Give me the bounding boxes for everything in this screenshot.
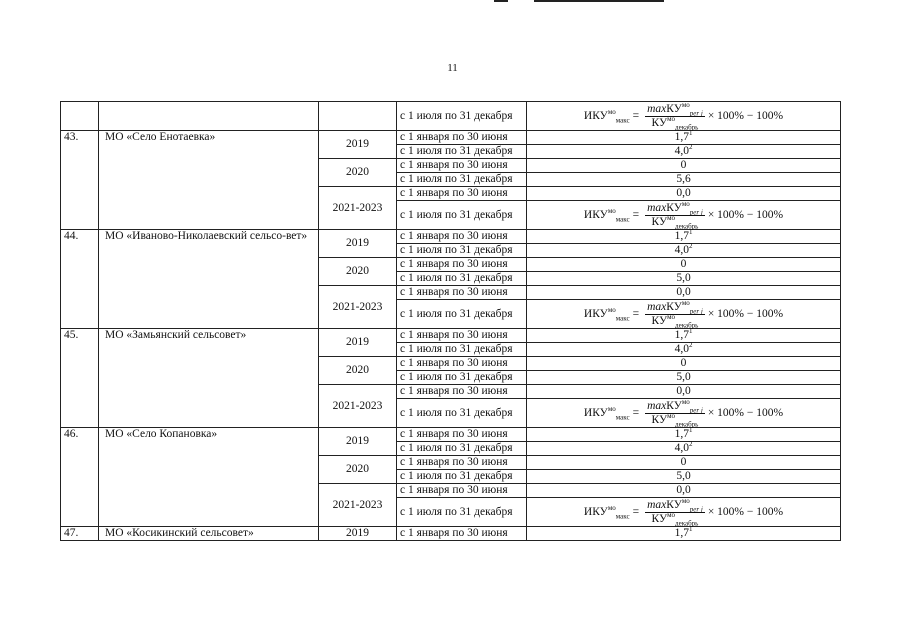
- formula-tail: × 100% − 100%: [707, 505, 784, 518]
- year-cell: 2020: [319, 159, 397, 187]
- formula-lhs: $ИКУ^{мо}_{макс}$: [583, 404, 630, 421]
- footnote-mark: 1: [688, 426, 693, 435]
- ikumax-formula: [583, 101, 784, 132]
- value-text: 5,0: [676, 371, 691, 383]
- value-cell: [527, 272, 841, 286]
- period-cell: с 1 июля по 31 декабря: [397, 173, 527, 187]
- formula-lhs: $ИКУ^{мо}_{макс}$: [583, 503, 630, 520]
- period-cell: с 1 января по 30 июня: [397, 385, 527, 399]
- value-cell: [527, 527, 841, 541]
- table-row: [61, 230, 841, 244]
- ikumax-formula: [583, 200, 784, 231]
- municipality-name: МО «Замьянский сельсовет»: [99, 329, 319, 428]
- formula-numerator: maxКУ$^{мо}_{per j}$: [647, 398, 703, 415]
- formula-equals: =: [632, 406, 640, 419]
- value-cell: [527, 371, 841, 385]
- formula-equals: =: [632, 208, 640, 221]
- formula-denominator: $КУ^{мо}_{декабрь}$: [651, 412, 699, 429]
- value-cell: [527, 484, 841, 498]
- formula-tail: × 100% − 100%: [707, 307, 784, 320]
- value-text: 1,7: [674, 527, 689, 539]
- formula-numerator: maxКУ$^{мо}_{per j}$: [647, 497, 703, 514]
- value-text: 0: [680, 258, 687, 270]
- year-cell: 2019: [319, 131, 397, 159]
- footnote-mark: 1: [688, 327, 693, 336]
- period-cell: с 1 января по 30 июня: [397, 258, 527, 272]
- value-cell: [527, 357, 841, 371]
- period-cell: с 1 июля по 31 декабря: [397, 272, 527, 286]
- value-cell: [527, 145, 841, 159]
- table-row: [61, 131, 841, 145]
- ikumax-formula: [583, 497, 784, 528]
- value-text: 4,0: [674, 244, 689, 256]
- formula-equals: =: [632, 109, 640, 122]
- formula-cell: [527, 498, 841, 527]
- value-cell: [527, 456, 841, 470]
- period-cell: с 1 января по 30 июня: [397, 428, 527, 442]
- year-cell: 2019: [319, 329, 397, 357]
- value-text: 0,0: [676, 187, 691, 199]
- formula-tail: × 100% − 100%: [707, 109, 784, 122]
- formula-numerator: maxКУ$^{мо}_{per j}$: [647, 299, 703, 316]
- year-cell: [319, 102, 397, 131]
- period-cell: с 1 января по 30 июня: [397, 286, 527, 300]
- footnote-mark: 1: [688, 228, 693, 237]
- formula-fraction: [645, 200, 705, 231]
- value-text: 4,0: [674, 442, 689, 454]
- value-text: 0: [680, 456, 687, 468]
- year-cell: 2021-2023: [319, 286, 397, 329]
- year-cell: 2020: [319, 258, 397, 286]
- formula-denominator: $КУ^{мо}_{декабрь}$: [651, 313, 699, 330]
- tariff-index-table: [60, 101, 841, 541]
- municipality-name: МО «Иваново-Николаевский сельсо-вет»: [99, 230, 319, 329]
- value-cell: [527, 244, 841, 258]
- formula-cell: [527, 399, 841, 428]
- table-row: [61, 527, 841, 541]
- table-row: [61, 428, 841, 442]
- value-cell: [527, 385, 841, 399]
- formula-lhs: $ИКУ^{мо}_{макс}$: [583, 107, 630, 124]
- value-cell: [527, 173, 841, 187]
- value-text: 0,0: [676, 484, 691, 496]
- value-cell: [527, 286, 841, 300]
- period-cell: с 1 января по 30 июня: [397, 187, 527, 201]
- value-text: 0: [680, 159, 687, 171]
- value-cell: [527, 470, 841, 484]
- footnote-mark: 2: [688, 143, 693, 152]
- formula-fraction: [645, 497, 705, 528]
- year-cell: 2019: [319, 230, 397, 258]
- formula-fraction: [645, 398, 705, 429]
- municipality-name: МО «Косикинский сельсовет»: [99, 527, 319, 541]
- period-cell: с 1 января по 30 июня: [397, 230, 527, 244]
- name-cell: [99, 102, 319, 131]
- formula-equals: =: [632, 505, 640, 518]
- table-row: [61, 102, 841, 131]
- ikumax-formula: [583, 299, 784, 330]
- period-cell: с 1 июля по 31 декабря: [397, 102, 527, 131]
- municipality-name: МО «Село Енотаевка»: [99, 131, 319, 230]
- period-cell: с 1 июля по 31 декабря: [397, 371, 527, 385]
- entry-number: 45.: [61, 329, 99, 428]
- formula-cell: [527, 102, 841, 131]
- period-cell: с 1 июля по 31 декабря: [397, 244, 527, 258]
- period-cell: с 1 июля по 31 декабря: [397, 201, 527, 230]
- formula-cell: [527, 300, 841, 329]
- formula-denominator: $КУ^{мо}_{декабрь}$: [651, 214, 699, 231]
- period-cell: с 1 июля по 31 декабря: [397, 470, 527, 484]
- value-text: 5,6: [676, 173, 691, 185]
- value-cell: [527, 329, 841, 343]
- table-row: [61, 329, 841, 343]
- value-cell: [527, 187, 841, 201]
- period-cell: с 1 января по 30 июня: [397, 131, 527, 145]
- period-cell: с 1 июля по 31 декабря: [397, 145, 527, 159]
- ikumax-formula: [583, 398, 784, 429]
- formula-denominator: $КУ^{мо}_{декабрь}$: [651, 115, 699, 132]
- year-cell: 2020: [319, 456, 397, 484]
- value-text: 1,7: [674, 230, 689, 242]
- period-cell: с 1 января по 30 июня: [397, 357, 527, 371]
- formula-fraction: [645, 101, 705, 132]
- year-cell: 2020: [319, 357, 397, 385]
- footnote-mark: 1: [688, 525, 693, 534]
- period-cell: с 1 января по 30 июня: [397, 159, 527, 173]
- value-cell: [527, 428, 841, 442]
- period-cell: с 1 января по 30 июня: [397, 456, 527, 470]
- value-cell: [527, 343, 841, 357]
- formula-cell: [527, 201, 841, 230]
- top-rule-segment: [494, 0, 508, 2]
- value-text: 5,0: [676, 272, 691, 284]
- value-text: 1,7: [674, 329, 689, 341]
- municipality-name: МО «Село Копановка»: [99, 428, 319, 527]
- formula-fraction: [645, 299, 705, 330]
- value-text: 1,7: [674, 131, 689, 143]
- number-cell: [61, 102, 99, 131]
- value-text: 0,0: [676, 385, 691, 397]
- value-cell: [527, 131, 841, 145]
- year-cell: 2021-2023: [319, 187, 397, 230]
- year-cell: 2021-2023: [319, 385, 397, 428]
- period-cell: с 1 января по 30 июня: [397, 329, 527, 343]
- top-rule-segment: [534, 0, 664, 2]
- entry-number: 43.: [61, 131, 99, 230]
- period-cell: с 1 января по 30 июня: [397, 527, 527, 541]
- year-cell: 2021-2023: [319, 484, 397, 527]
- page-number: 11: [447, 62, 458, 74]
- period-cell: с 1 июля по 31 декабря: [397, 300, 527, 329]
- value-cell: [527, 258, 841, 272]
- formula-numerator: maxКУ$^{мо}_{per j}$: [647, 101, 703, 118]
- entry-number: 44.: [61, 230, 99, 329]
- formula-tail: × 100% − 100%: [707, 208, 784, 221]
- formula-equals: =: [632, 307, 640, 320]
- value-text: 4,0: [674, 145, 689, 157]
- value-text: 1,7: [674, 428, 689, 440]
- year-cell: 2019: [319, 527, 397, 541]
- entry-number: 47.: [61, 527, 99, 541]
- formula-lhs: $ИКУ^{мо}_{макс}$: [583, 305, 630, 322]
- value-text: 4,0: [674, 343, 689, 355]
- value-cell: [527, 230, 841, 244]
- entry-number: 46.: [61, 428, 99, 527]
- value-cell: [527, 442, 841, 456]
- value-text: 0: [680, 357, 687, 369]
- period-cell: с 1 июля по 31 декабря: [397, 442, 527, 456]
- footnote-mark: 2: [688, 440, 693, 449]
- period-cell: с 1 июля по 31 декабря: [397, 343, 527, 357]
- value-text: 5,0: [676, 470, 691, 482]
- formula-tail: × 100% − 100%: [707, 406, 784, 419]
- value-cell: [527, 159, 841, 173]
- footnote-mark: 1: [688, 129, 693, 138]
- year-cell: 2019: [319, 428, 397, 456]
- footnote-mark: 2: [688, 341, 693, 350]
- period-cell: с 1 июля по 31 декабря: [397, 498, 527, 527]
- formula-lhs: $ИКУ^{мо}_{макс}$: [583, 206, 630, 223]
- value-text: 0,0: [676, 286, 691, 298]
- period-cell: с 1 июля по 31 декабря: [397, 399, 527, 428]
- formula-denominator: $КУ^{мо}_{декабрь}$: [651, 511, 699, 528]
- period-cell: с 1 января по 30 июня: [397, 484, 527, 498]
- formula-numerator: maxКУ$^{мо}_{per j}$: [647, 200, 703, 217]
- footnote-mark: 2: [688, 242, 693, 251]
